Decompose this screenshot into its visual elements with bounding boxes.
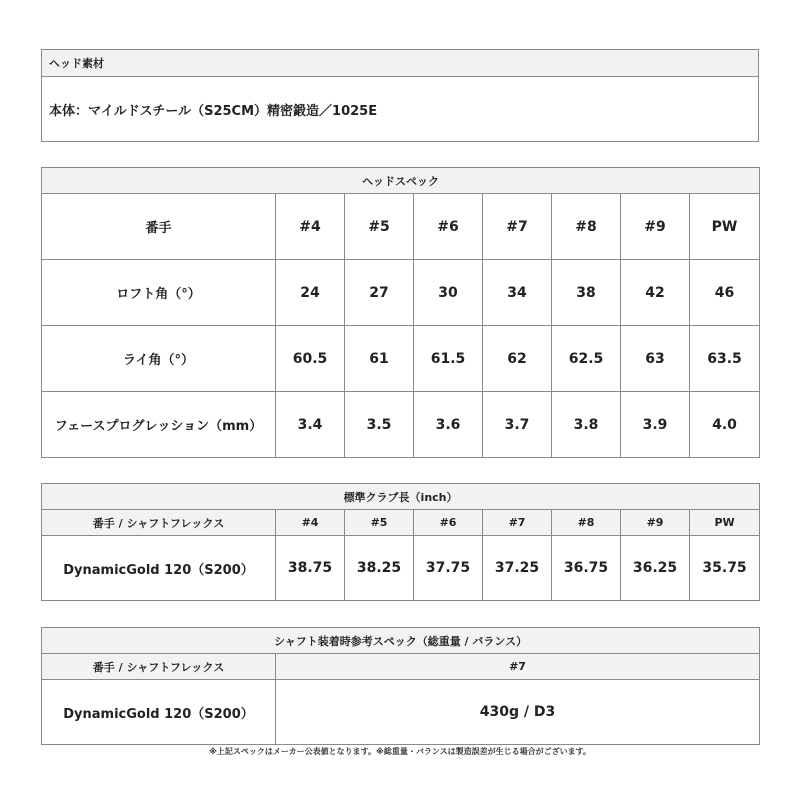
club-length-number-header: #8 bbox=[552, 510, 621, 536]
loft-cell: 30 bbox=[414, 260, 483, 326]
face-progression-cell: 3.9 bbox=[621, 392, 690, 458]
club-number-cell: #7 bbox=[483, 194, 552, 260]
lie-cell: 62.5 bbox=[552, 326, 621, 392]
club-length-cell: 36.75 bbox=[552, 536, 621, 601]
club-length-title: 標準クラブ長（inch） bbox=[42, 484, 760, 510]
club-number-cell: #9 bbox=[621, 194, 690, 260]
club-length-number-header: #6 bbox=[414, 510, 483, 536]
head-material-title: ヘッド素材 bbox=[42, 50, 759, 77]
head-material-text: 本体：マイルドスチール（S25CM）精密鍛造／1025E bbox=[42, 77, 759, 142]
loft-cell: 46 bbox=[690, 260, 760, 326]
head-material-table bbox=[41, 49, 759, 142]
reference-shaft-label: DynamicGold 120（S200） bbox=[42, 680, 276, 745]
row-label-lie: ライ角（°） bbox=[42, 326, 276, 392]
club-length-number-header: #9 bbox=[621, 510, 690, 536]
face-progression-cell: 3.8 bbox=[552, 392, 621, 458]
face-progression-cell: 3.5 bbox=[345, 392, 414, 458]
head-spec-table bbox=[41, 167, 760, 458]
reference-spec-title: シャフト装着時参考スペック（総重量 / バランス） bbox=[42, 628, 760, 654]
club-length-cell: 38.25 bbox=[345, 536, 414, 601]
club-length-shaft-label: DynamicGold 120（S200） bbox=[42, 536, 276, 601]
head-spec-title: ヘッドスペック bbox=[42, 168, 760, 194]
club-length-number-header: #4 bbox=[276, 510, 345, 536]
club-length-cell: 38.75 bbox=[276, 536, 345, 601]
club-length-table bbox=[41, 483, 760, 601]
club-number-cell: PW bbox=[690, 194, 760, 260]
club-number-cell: #6 bbox=[414, 194, 483, 260]
club-length-number-header: #5 bbox=[345, 510, 414, 536]
club-length-number-header: PW bbox=[690, 510, 760, 536]
face-progression-cell: 3.4 bbox=[276, 392, 345, 458]
club-number-cell: #5 bbox=[345, 194, 414, 260]
reference-spec-table bbox=[41, 627, 760, 745]
row-label-loft: ロフト角（°） bbox=[42, 260, 276, 326]
loft-cell: 42 bbox=[621, 260, 690, 326]
club-length-cell: 36.25 bbox=[621, 536, 690, 601]
loft-cell: 34 bbox=[483, 260, 552, 326]
loft-cell: 38 bbox=[552, 260, 621, 326]
reference-header-label: 番手 / シャフトフレックス bbox=[42, 654, 276, 680]
club-length-cell: 37.25 bbox=[483, 536, 552, 601]
face-progression-cell: 3.6 bbox=[414, 392, 483, 458]
club-number-cell: #8 bbox=[552, 194, 621, 260]
loft-cell: 24 bbox=[276, 260, 345, 326]
face-progression-cell: 3.7 bbox=[483, 392, 552, 458]
lie-cell: 61 bbox=[345, 326, 414, 392]
reference-number-header: #7 bbox=[276, 654, 760, 680]
face-progression-cell: 4.0 bbox=[690, 392, 760, 458]
lie-cell: 62 bbox=[483, 326, 552, 392]
club-length-cell: 35.75 bbox=[690, 536, 760, 601]
lie-cell: 63.5 bbox=[690, 326, 760, 392]
footnote: ※上記スペックはメーカー公表値となります。※総重量・バランスは製造誤差が生じる場合がございます。 bbox=[209, 747, 591, 756]
club-length-cell: 37.75 bbox=[414, 536, 483, 601]
reference-weight-balance: 430g / D3 bbox=[276, 680, 760, 745]
row-label-club-number: 番手 bbox=[42, 194, 276, 260]
lie-cell: 63 bbox=[621, 326, 690, 392]
lie-cell: 60.5 bbox=[276, 326, 345, 392]
club-length-number-header: #7 bbox=[483, 510, 552, 536]
lie-cell: 61.5 bbox=[414, 326, 483, 392]
club-length-header-label: 番手 / シャフトフレックス bbox=[42, 510, 276, 536]
loft-cell: 27 bbox=[345, 260, 414, 326]
club-number-cell: #4 bbox=[276, 194, 345, 260]
row-label-face-progression: フェースプログレッション（mm） bbox=[42, 392, 276, 458]
